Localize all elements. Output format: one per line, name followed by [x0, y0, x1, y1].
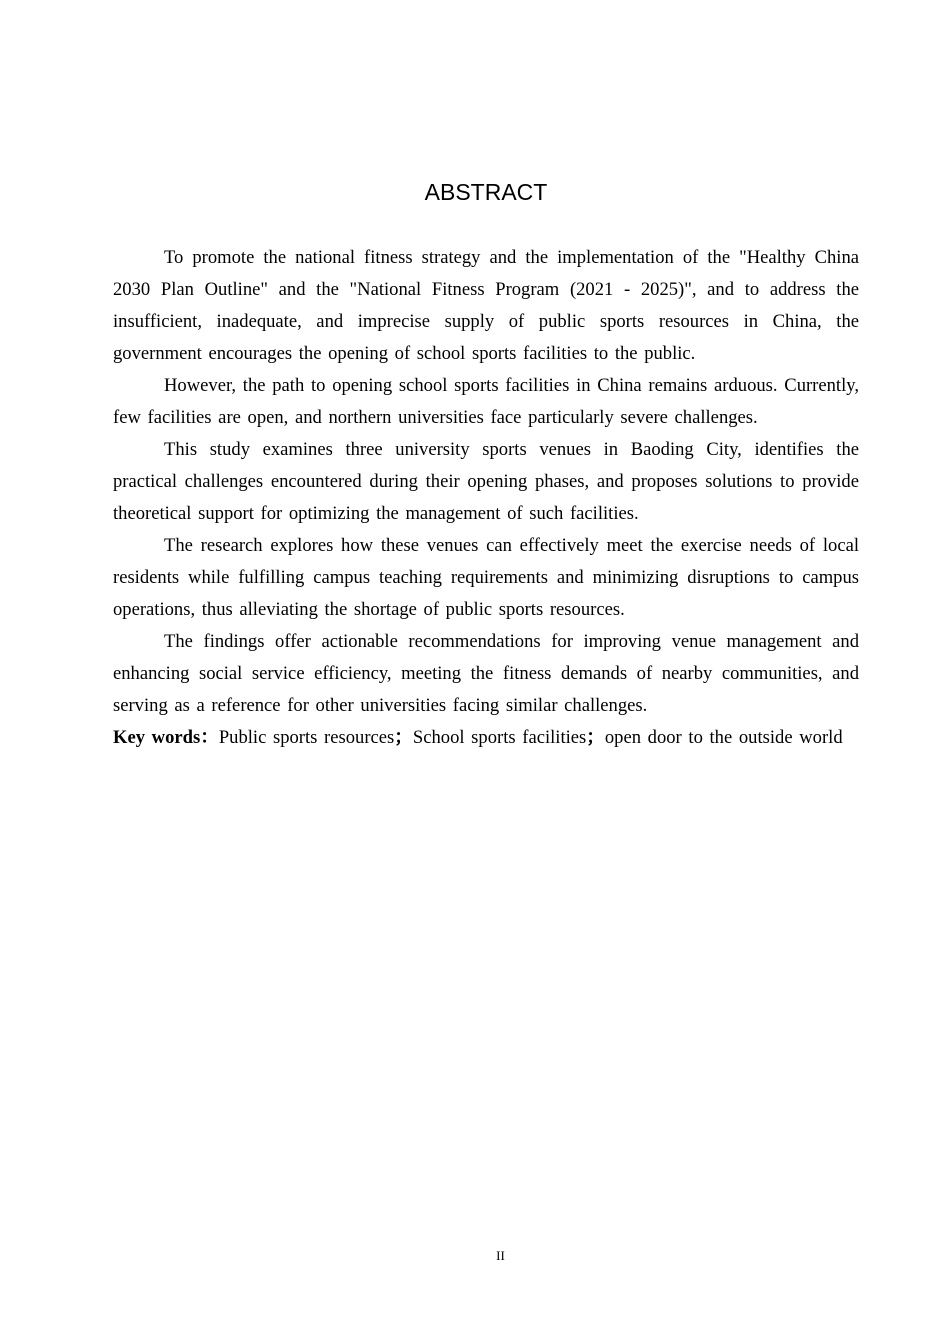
keyword-item-2: School sports facilities — [412, 727, 587, 748]
abstract-paragraph-2: However, the path to opening school sports facilities in China remains arduous. Currently, few facilities are open, and northern universities face particularly severe challenges. — [113, 375, 859, 428]
keyword-separator: ； — [394, 727, 413, 748]
keyword-item-1: Public sports resources — [218, 727, 395, 748]
keywords-label: Key words： — [113, 727, 219, 748]
abstract-title: ABSTRACT — [424, 179, 548, 205]
abstract-paragraph-5: The findings offer actionable recommendations for improving venue management and enhancing social service efficiency, meeting the fitness demands of nearby communities, and serving as a reference for other universities facing similar challenges. — [113, 631, 859, 716]
keyword-item-3: open door to the outside world — [604, 727, 843, 748]
page-number: II — [496, 1248, 505, 1263]
abstract-body — [113, 242, 859, 754]
abstract-paragraph-4: The research explores how these venues can effectively meet the exercise needs of local residents while fulfilling campus teaching requirements and minimizing disruptions to campus operations, thus alleviating the shortage of public sports resources. — [113, 535, 859, 620]
abstract-paragraph-1: To promote the national fitness strategy and the implementation of the "Healthy China 2030 Plan Outline" and the "National Fitness Program (2021 - 2025)", and to address the insufficient, inadequate, and imprecise supply of public sports resources in China, the government encourages the opening of school sports facilities to the public. — [113, 247, 859, 364]
keyword-separator: ； — [586, 727, 605, 748]
keywords-line — [113, 722, 859, 754]
abstract-paragraph-3: This study examines three university sports venues in Baoding City, identifies the practical challenges encountered during their opening phases, and proposes solutions to provide theoretical support for optimizing the management of such facilities. — [113, 439, 859, 524]
